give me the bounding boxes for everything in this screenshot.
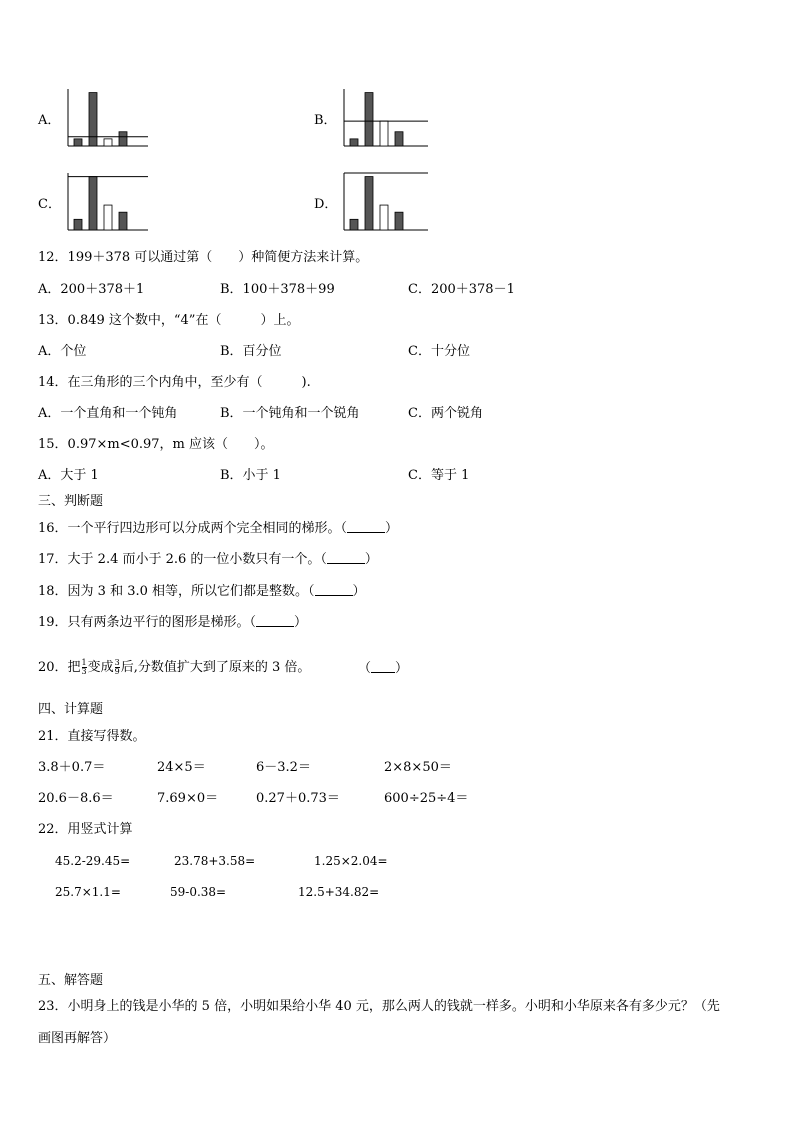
q20-suffix: 后,分数值扩大到了原来的 3 倍。 <box>120 660 311 675</box>
q17-text: 17．大于 2.4 而小于 2.6 的一位小数只有一个。（ <box>38 552 327 567</box>
q20-mid: 变成 <box>87 660 114 675</box>
q17-close: ） <box>364 552 378 567</box>
q13-option-a[interactable]: A．个位 <box>38 344 87 359</box>
q22-stem: 22．用竖式计算 <box>38 822 133 837</box>
q16-close: ） <box>385 521 399 536</box>
q22-r1-c2: 23.78+3.58= <box>174 854 256 868</box>
q17-answer-blank[interactable] <box>327 551 365 564</box>
bar-2 <box>89 93 97 146</box>
q21-r2-c4: 600÷25÷4＝ <box>384 791 469 806</box>
q15-option-c[interactable]: C．等于 1 <box>408 468 470 483</box>
bar-1 <box>74 139 82 146</box>
q20-answer <box>358 660 408 677</box>
q16-answer-blank[interactable] <box>347 520 385 533</box>
section-5-heading: 五、解答题 <box>38 973 104 988</box>
q20-close: ） <box>395 661 409 676</box>
option-chart-a <box>64 87 150 149</box>
q18-answer-blank[interactable] <box>315 583 353 596</box>
bar-4 <box>119 132 127 146</box>
q18 <box>38 583 366 600</box>
q12-option-b[interactable]: B．100＋378＋99 <box>220 282 335 297</box>
bar-1 <box>74 219 82 230</box>
q22-r1-c1: 45.2-29.45= <box>55 854 131 868</box>
q20-open: （ <box>358 661 372 676</box>
bar-3 <box>380 205 388 230</box>
bar-4 <box>119 212 127 230</box>
bar-3 <box>104 139 112 146</box>
q21-r1-c4: 2×8×50＝ <box>384 760 452 775</box>
q23-line-1: 23．小明身上的钱是小华的 5 倍，小明如果给小华 40 元，那么两人的钱就一样多。小明和小华原来各有多少元？（先 <box>38 999 720 1014</box>
q16-text: 16．一个平行四边形可以分成两个完全相同的梯形。（ <box>38 521 348 536</box>
q23-line-2: 画图再解答） <box>38 1031 117 1046</box>
q13-option-b[interactable]: B．百分位 <box>220 344 282 359</box>
q21-r2-c3: 0.27＋0.73＝ <box>256 791 340 806</box>
section-3-heading: 三、判断题 <box>38 494 104 509</box>
q12-stem: 12．199＋378 可以通过第（ ）种简便方法来计算。 <box>38 250 369 265</box>
bar-2 <box>365 93 373 146</box>
q20-prefix: 20．把 <box>38 660 81 675</box>
section-4-heading: 四、计算题 <box>38 702 104 717</box>
option-label-c[interactable]: C． <box>38 197 61 212</box>
q19-close: ） <box>294 615 308 630</box>
q17 <box>38 551 378 568</box>
bar-1 <box>350 139 358 146</box>
bar-4 <box>395 132 403 146</box>
q12-option-c[interactable]: C．200＋378－1 <box>408 282 515 297</box>
q20 <box>38 658 310 678</box>
fraction-2-numerator: 3 <box>114 658 120 667</box>
q22-r2-c1: 25.7×1.1= <box>55 885 121 899</box>
option-label-b[interactable]: B． <box>314 113 337 128</box>
bar-3 <box>380 121 388 146</box>
q15-option-a[interactable]: A．大于 1 <box>38 468 99 483</box>
q22-r1-c3: 1.25×2.04= <box>314 854 388 868</box>
q20-answer-blank[interactable] <box>371 660 395 673</box>
bar-2 <box>89 177 97 230</box>
q16 <box>38 520 398 537</box>
q14-stem: 14．在三角形的三个内角中，至少有（ ). <box>38 375 311 390</box>
fraction-three-ninths <box>115 659 120 676</box>
q22-r2-c2: 59-0.38= <box>170 885 227 899</box>
bar-2 <box>365 177 373 230</box>
bar-4 <box>395 212 403 230</box>
q21-r2-c1: 20.6－8.6＝ <box>38 791 114 806</box>
option-chart-c <box>64 171 150 233</box>
q22-r2-c3: 12.5+34.82= <box>298 885 380 899</box>
q15-stem: 15．0.97×m<0.97，m 应该（ ）。 <box>38 437 274 452</box>
q15-option-b[interactable]: B．小于 1 <box>220 468 281 483</box>
q14-option-b[interactable]: B．一个钝角和一个锐角 <box>220 406 360 421</box>
fraction-1-denominator: 3 <box>81 667 87 676</box>
option-label-a[interactable]: A． <box>38 113 61 128</box>
fraction-1-numerator: 1 <box>81 658 87 667</box>
bar-1 <box>350 219 358 230</box>
q21-stem: 21．直接写得数。 <box>38 729 146 744</box>
q21-r1-c2: 24×5＝ <box>157 760 206 775</box>
option-chart-b <box>340 87 430 149</box>
q13-option-c[interactable]: C．十分位 <box>408 344 470 359</box>
q19 <box>38 614 307 631</box>
q21-r1-c3: 6－3.2＝ <box>256 760 311 775</box>
option-label-d[interactable]: D． <box>314 197 338 212</box>
q12-option-a[interactable]: A．200＋378＋1 <box>38 282 145 297</box>
q19-answer-blank[interactable] <box>256 614 294 627</box>
option-chart-d <box>340 171 430 233</box>
q13-stem: 13．0.849 这个数中，“4”在（ ）上。 <box>38 313 300 328</box>
q14-option-c[interactable]: C．两个锐角 <box>408 406 483 421</box>
bar-3 <box>104 205 112 230</box>
q18-close: ） <box>352 584 366 599</box>
q14-option-a[interactable]: A．一个直角和一个钝角 <box>38 406 178 421</box>
fraction-one-third <box>82 659 87 676</box>
q21-r1-c1: 3.8＋0.7＝ <box>38 760 106 775</box>
q18-text: 18．因为 3 和 3.0 相等，所以它们都是整数。（ <box>38 584 315 599</box>
q19-text: 19．只有两条边平行的图形是梯形。（ <box>38 615 257 630</box>
fraction-2-denominator: 9 <box>114 667 120 676</box>
q21-r2-c2: 7.69×0＝ <box>157 791 219 806</box>
